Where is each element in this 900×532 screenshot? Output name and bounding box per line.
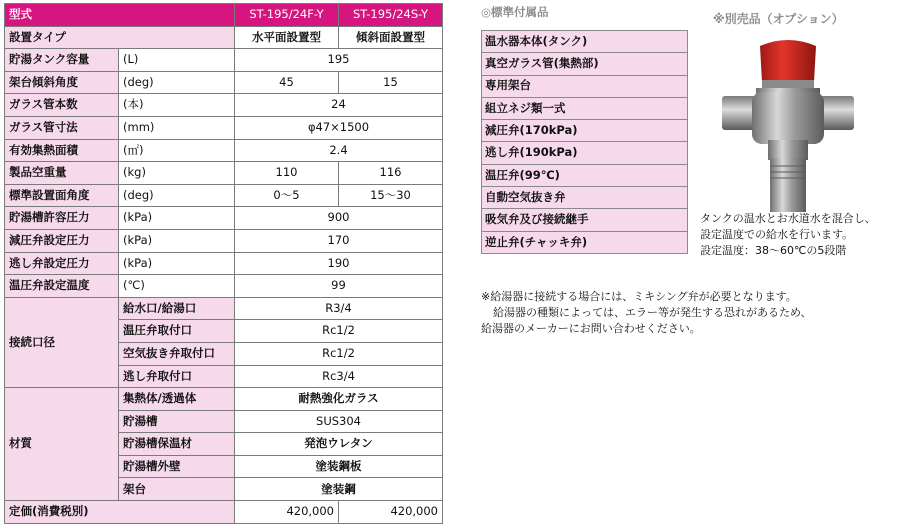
list-item (482, 231, 688, 253)
material-item-value: 塗装鋼 (235, 478, 443, 501)
install-type-value: 傾斜面設置型 (339, 26, 443, 49)
material-item-value: SUS304 (235, 410, 443, 433)
row-value: 15 (339, 71, 443, 94)
price-value: 420,000 (339, 501, 443, 524)
list-item (482, 209, 688, 231)
table-row (5, 162, 443, 185)
valve-caption (700, 211, 876, 259)
row-value: 99 (235, 275, 443, 298)
connection-item-value: Rc1/2 (235, 320, 443, 343)
table-row (5, 49, 443, 72)
row-unit: (㎡) (119, 139, 235, 162)
accessory-item: 逆止弁(チャッキ弁) (482, 231, 688, 253)
table-row (5, 139, 443, 162)
row-label: 減圧弁設定圧力 (5, 229, 119, 252)
row-value: 170 (235, 229, 443, 252)
row-unit: (kPa) (119, 207, 235, 230)
list-item (482, 120, 688, 142)
material-item-name: 貯湯槽 (119, 410, 235, 433)
row-value: φ47×1500 (235, 116, 443, 139)
connection-item-name: 空気抜き弁取付口 (119, 342, 235, 365)
row-label: 貯湯タンク容量 (5, 49, 119, 72)
model-name: ST-195/24F-Y (235, 4, 339, 27)
material-item-name: 集熱体/透過体 (119, 388, 235, 411)
table-row (5, 252, 443, 275)
price-row (5, 501, 443, 524)
table-row (5, 94, 443, 117)
install-type-row (5, 26, 443, 49)
table-row (5, 71, 443, 94)
material-item-name: 貯湯槽外壁 (119, 455, 235, 478)
mixing-valve-image (718, 32, 858, 212)
install-type-value: 水平面設置型 (235, 26, 339, 49)
spec-table (4, 3, 443, 524)
table-row (5, 297, 443, 320)
row-value: 45 (235, 71, 339, 94)
row-value: 2.4 (235, 139, 443, 162)
connection-item-name: 給水口/給湯口 (119, 297, 235, 320)
row-unit: (kg) (119, 162, 235, 185)
connection-item-value: Rc1/2 (235, 342, 443, 365)
table-row (5, 116, 443, 139)
row-unit: (deg) (119, 184, 235, 207)
material-item-value: 耐熱強化ガラス (235, 388, 443, 411)
connection-item-value: Rc3/4 (235, 365, 443, 388)
accessory-item: 専用架台 (482, 75, 688, 97)
row-label: 架台傾斜角度 (5, 71, 119, 94)
connection-item-name: 温圧弁取付口 (119, 320, 235, 343)
list-item (482, 142, 688, 164)
row-value: 900 (235, 207, 443, 230)
row-value: 110 (235, 162, 339, 185)
row-label: 標準設置面角度 (5, 184, 119, 207)
list-item (482, 75, 688, 97)
row-unit: (mm) (119, 116, 235, 139)
row-unit: (℃) (119, 275, 235, 298)
row-value: 15～30 (339, 184, 443, 207)
row-label: ガラス管本数 (5, 94, 119, 117)
row-label: 温圧弁設定温度 (5, 275, 119, 298)
accessory-item: 温水器本体(タンク) (482, 31, 688, 53)
material-item-name: 架台 (119, 478, 235, 501)
note-line: 給湯器の種類によっては、エラー等が発生する恐れがあるため、 (493, 306, 812, 319)
table-row (5, 275, 443, 298)
row-label: ガラス管寸法 (5, 116, 119, 139)
accessory-item: 自動空気抜き弁 (482, 187, 688, 209)
row-label: 製品空重量 (5, 162, 119, 185)
table-row (5, 388, 443, 411)
accessory-item: 温圧弁(99℃) (482, 164, 688, 186)
accessory-item: 組立ネジ類一式 (482, 97, 688, 119)
caption-line: タンクの温水とお水道水を混合し、 (700, 212, 876, 225)
material-item-value: 塗装鋼板 (235, 455, 443, 478)
connection-item-name: 逃し弁取付口 (119, 365, 235, 388)
option-title: ※別売品（オプション） (713, 12, 844, 26)
standard-accessories-title: ◎標準付属品 (481, 5, 549, 19)
note (481, 289, 812, 337)
row-label: 貯湯槽許容圧力 (5, 207, 119, 230)
accessory-item: 逃し弁(190kPa) (482, 142, 688, 164)
row-unit: (L) (119, 49, 235, 72)
model-name: ST-195/24S-Y (339, 4, 443, 27)
connection-label: 接続口径 (5, 297, 119, 387)
price-value: 420,000 (235, 501, 339, 524)
material-label: 材質 (5, 388, 119, 501)
install-type-label: 設置タイプ (5, 26, 235, 49)
table-row (5, 207, 443, 230)
row-label: 有効集熱面積 (5, 139, 119, 162)
table-row (5, 229, 443, 252)
row-value: 116 (339, 162, 443, 185)
row-unit: (kPa) (119, 252, 235, 275)
accessory-item: 減圧弁(170kPa) (482, 120, 688, 142)
row-unit: (deg) (119, 71, 235, 94)
list-item (482, 31, 688, 53)
accessory-item: 吸気弁及び接続継手 (482, 209, 688, 231)
note-line: 給湯器のメーカーにお問い合わせください。 (481, 322, 701, 335)
row-label: 逃し弁設定圧力 (5, 252, 119, 275)
row-value: 195 (235, 49, 443, 72)
row-value: 0～5 (235, 184, 339, 207)
price-label: 定価(消費税別) (5, 501, 235, 524)
row-unit: (本) (119, 94, 235, 117)
table-row (5, 184, 443, 207)
note-line: ※給湯器に接続する場合には、ミキシング弁が必要となります。 (481, 290, 797, 303)
model-label: 型式 (5, 4, 235, 27)
standard-accessories-table (481, 30, 688, 254)
list-item (482, 187, 688, 209)
model-row (5, 4, 443, 27)
list-item (482, 164, 688, 186)
row-value: 24 (235, 94, 443, 117)
row-unit: (kPa) (119, 229, 235, 252)
accessory-item: 真空ガラス管(集熱部) (482, 53, 688, 75)
list-item (482, 53, 688, 75)
material-item-name: 貯湯槽保温材 (119, 433, 235, 456)
material-item-value: 発泡ウレタン (235, 433, 443, 456)
row-value: 190 (235, 252, 443, 275)
caption-line: 設定温度での給水を行います。 (700, 228, 854, 241)
caption-line: 設定温度：38～60℃の5段階 (700, 244, 847, 257)
connection-item-value: R3/4 (235, 297, 443, 320)
list-item (482, 97, 688, 119)
